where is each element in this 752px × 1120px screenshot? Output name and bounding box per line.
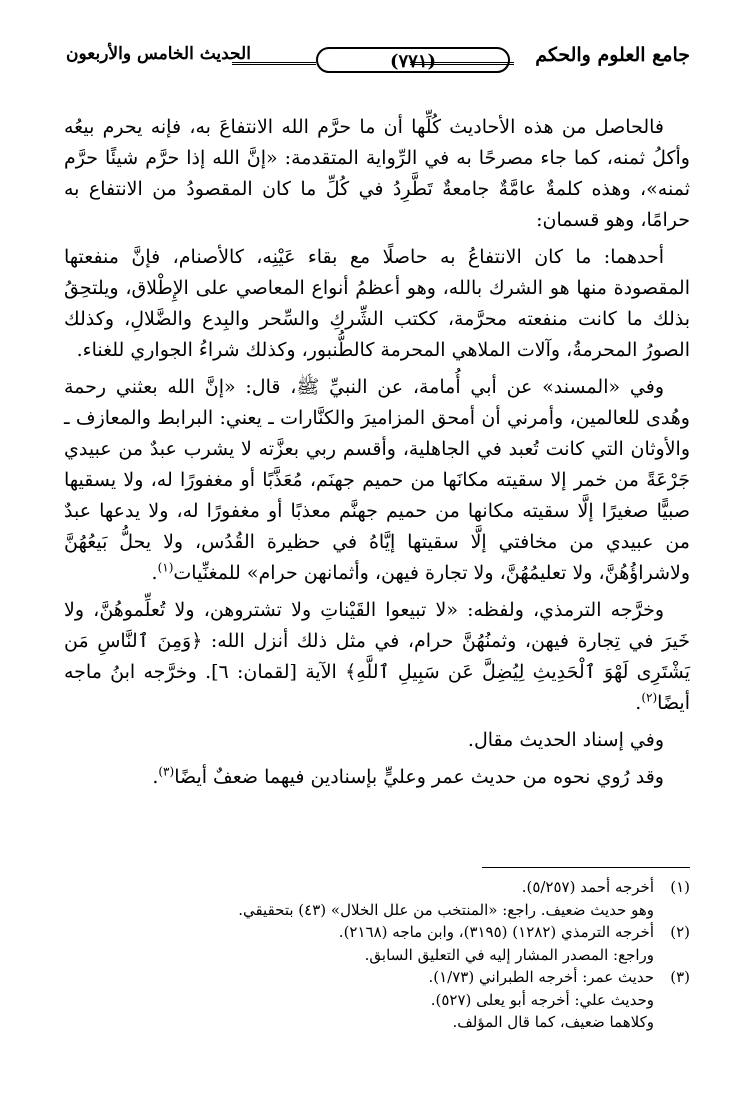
running-header	[66, 40, 690, 80]
footnote-number: (٢)	[670, 923, 690, 941]
footnotes	[64, 876, 690, 1034]
paragraph: فالحاصل من هذه الأحاديث كُلِّها أن ما حرَّم الله الانتفاعَ به، فإنه يحرم بيعُه وأكلُ ثمنه، كما جاء مصرحًا به في الرِّواية المتقدمة: «إنَّ الله إذا حرَّم شيئًا حرَّم ثمنه»، وهذه كلمةٌ عامَّةٌ جامعةٌ تَطَّرِدُ في كُلِّ ما كان المقصودُ من الانتفاع به حرامًا، وهو قسمان:	[64, 116, 690, 231]
footnote-line: وحديث علي: أخرجه أبو يعلى (٥٢٧).	[430, 990, 654, 1009]
book-title: جامع العلوم والحكم	[535, 44, 690, 66]
footnote	[64, 966, 690, 989]
paragraph: وفي إسناد الحديث مقال.	[467, 729, 664, 751]
footnote-ref: (٣)	[158, 764, 175, 779]
footnote-line: وكلاهما ضعيف، كما قال المؤلف.	[452, 1013, 654, 1031]
footnote-text: حديث عمر: أخرجه الطبراني (١/٧٣).	[428, 968, 654, 986]
footnote	[64, 876, 690, 899]
paragraph: وخرَّجه الترمذي، ولفظه: «لا تبيعوا القَيْناتِ ولا تشتروهن، ولا تُعلِّموهُنَّ، ولا خَيرَ في تِجارة فيهن، وثمنُهُنَّ حرام، في مثل ذلك أنزل الله: ﴿وَمِنَ ٱلنَّاسِ مَن يَشْتَرِى لَهْوَ ٱلْحَدِيثِ لِيُضِلَّ عَن سَبِيلِ ٱللَّهِ﴾ الآية [لقمان: ٦]. وخرَّجه ابنُ ماجه أيضًا$^{(٢)}$.	[64, 599, 690, 714]
footnote	[64, 921, 690, 944]
footnote-text: أخرجه أحمد (٥/٢٥٧).	[521, 878, 654, 896]
paragraph: وفي «المسند» عن أبي أُمامة، عن النبيِّ ﷺ، قال: «إنَّ الله بعثني رحمة وهُدى للعالمين، وأمرني أن أمحق المزاميرَ والكنَّارات ـ يعني: البرابط والمعازف ـ والأوثان التي كانت تُعبد في الجاهلية، وأقسم ربي بعزَّته لا يشرب عبدٌ من عبيدي جَرْعَةً من خمر إلا سقيته مكانَها من حميم جهنَم، مُعَذَّبًا أو مغفورًا له، ولا يسقيها صبيًّا صغيرًا إلَّا سقيته مكانها من حميم جهنَّم معذبًا أو مغفورًا له، ولا يدعها عبدٌ من عبيدي من مخافتي إلَّا سقيتها إيَّاهُ في حظيرة القُدُس، ولا يحلُّ بَيعُهُنَّ ولاشراؤُهُنَّ، ولا تعليمُهُنَّ، ولا تجارة فيهن، وأثمانهن حرام» للمغنِّيات$^{(١)}$.	[64, 376, 690, 584]
paragraph: وقد رُوي نحوه من حديث عمر وعليٍّ بإسنادين فيهما ضعفٌ أيضًا$^{(٣)}$.	[152, 764, 664, 788]
footnote-line: وراجع: المصدر المشار إليه في التعليق السابق.	[364, 945, 654, 964]
footnote-separator	[482, 867, 690, 868]
footnote-line: وهو حديث ضعيف. راجع: «المنتخب من علل الخلال» (٤٣) بتحقيقي.	[238, 900, 654, 919]
page-number: (٧٧١)	[316, 47, 510, 73]
chapter-title: الحديث الخامس والأربعون	[66, 44, 251, 64]
footnote-ref: (٢)	[641, 690, 658, 705]
footnote-number: (١)	[670, 878, 690, 896]
footnote-text: أخرجه الترمذي (١٢٨٢) (٣١٩٥)، وابن ماجه (٢١٦٨).	[338, 923, 654, 941]
footnote-number: (٣)	[670, 968, 690, 986]
paragraph: أحدهما: ما كان الانتفاعُ به حاصلًا مع بقاء عَيْنِه، كالأصنام، فإنَّ منفعتها المقصودة منها هو الشرك بالله، وهو أعظمُ أنواع المعاصي على الإِطْلاق، ويلتحِقُ بذلك ما كانت منفعته محرَّمة، ككتب الشِّركِ والسِّحر والبِدع والضَّلالِ، وكذلك الصورُ المحرمةُ، وآلات الملاهي المحرمة كالطُّنبور، وكذلك شراءُ الجواري للغناء.	[64, 246, 690, 361]
footnote-ref: (١)	[157, 560, 174, 575]
main-text	[64, 112, 690, 799]
